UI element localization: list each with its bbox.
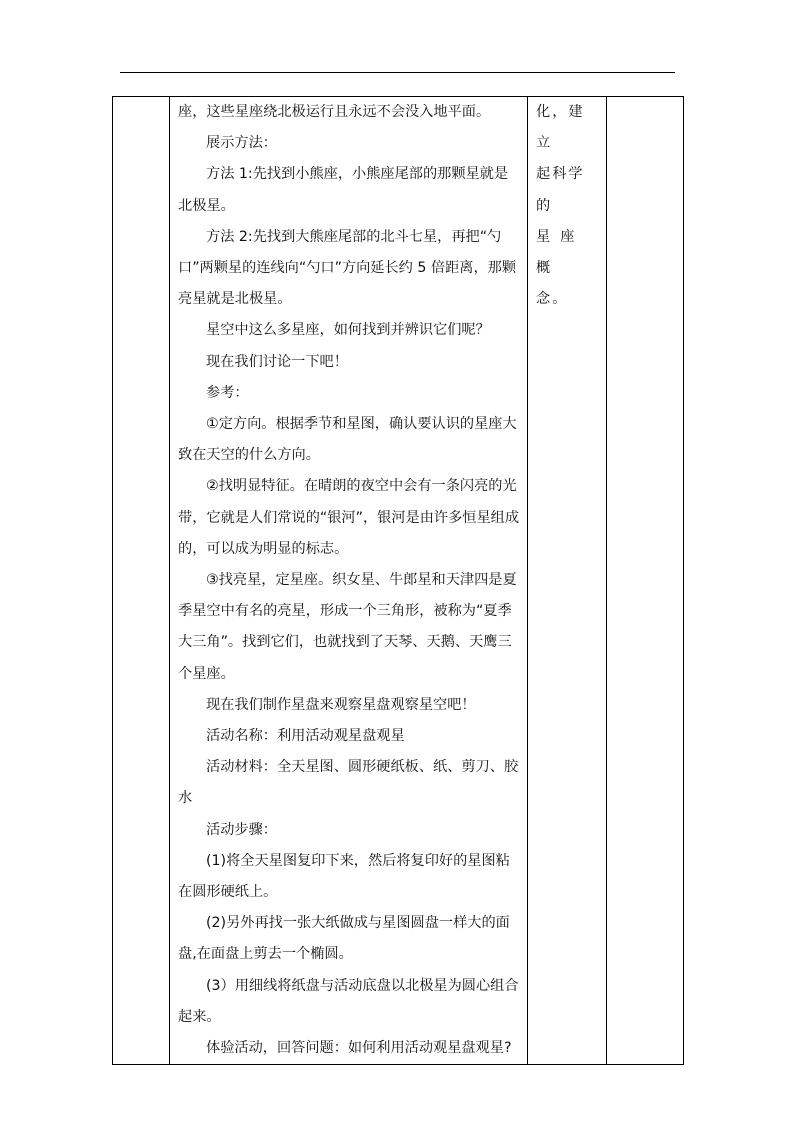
content-line: 活动步骤： (206, 821, 277, 838)
empty-right-cell (607, 97, 684, 1065)
content-line: 方法 2:先找到大熊座尾部的北斗七星，再把“勺口”两颗星的连线向“勺口”方向延长约 5 倍距离，那颗亮星就是北极星。 (178, 228, 517, 308)
content-line: 展示方法： (206, 135, 277, 152)
content-line: 参考： (206, 384, 249, 401)
content-line: 星空中这么多星座，如何找到并辨识它们呢？ (206, 322, 490, 339)
content-line: ①定方向。根据季节和星图，确认要认识的星座大致在天空的什么方向。 (178, 416, 517, 464)
empty-left-cell (113, 97, 170, 1065)
content-line: 方法 1:先找到小熊座，小熊座尾部的那颗星就是北极星。 (178, 166, 509, 214)
content-line: 座，这些星座绕北极运行且永远不会没入地平面。 (178, 104, 491, 120)
content-line: (3）用细线将纸盘与活动底盘以北极星为圆心组合起来。 (178, 977, 519, 1025)
content-line: (2)另外再找一张大纸做成与星图圆盘一样大的面盘,在面盘上剪去一个椭圆。 (178, 915, 510, 963)
content-line: 体验活动，回答问题：如何利用活动观星盘观星? (206, 1040, 512, 1057)
design-intent-cell (528, 97, 607, 1065)
lesson-table (112, 96, 684, 1065)
intent-line: 化，建立 (536, 104, 585, 152)
intent-line: 起科学的 (536, 166, 585, 214)
content-line: 活动材料：全天星图、圆形硬纸板、纸、剪刀、胶水 (178, 759, 519, 807)
teaching-content-cell (170, 97, 528, 1065)
intent-line: 星座概 (536, 228, 585, 277)
header-rule (120, 72, 675, 73)
content-line: 现在我们讨论一下吧！ (206, 353, 348, 370)
intent-line: 念。 (536, 291, 569, 308)
content-line: 现在我们制作星盘来观察星盘观察星空吧！ (206, 696, 476, 713)
content-line: (1)将全天星图复印下来，然后将复印好的星图粘在圆形硬纸上。 (178, 852, 510, 901)
content-line: 活动名称：利用活动观星盘观星 (206, 728, 405, 745)
content-line: ③找亮星，定星座。织女星、牛郎星和天津四是夏季星空中有名的亮星，形成一个三角形，被称为“夏季大三角”。找到它们，也就找到了天琴、天鹅、天鹰三个星座。 (178, 572, 517, 682)
content-line: ②找明显特征。在晴朗的夜空中会有一条闪亮的光带，它就是人们常说的“银河”，银河是由许多恒星组成的，可以成为明显的标志。 (178, 478, 520, 557)
table-row (113, 97, 684, 1065)
